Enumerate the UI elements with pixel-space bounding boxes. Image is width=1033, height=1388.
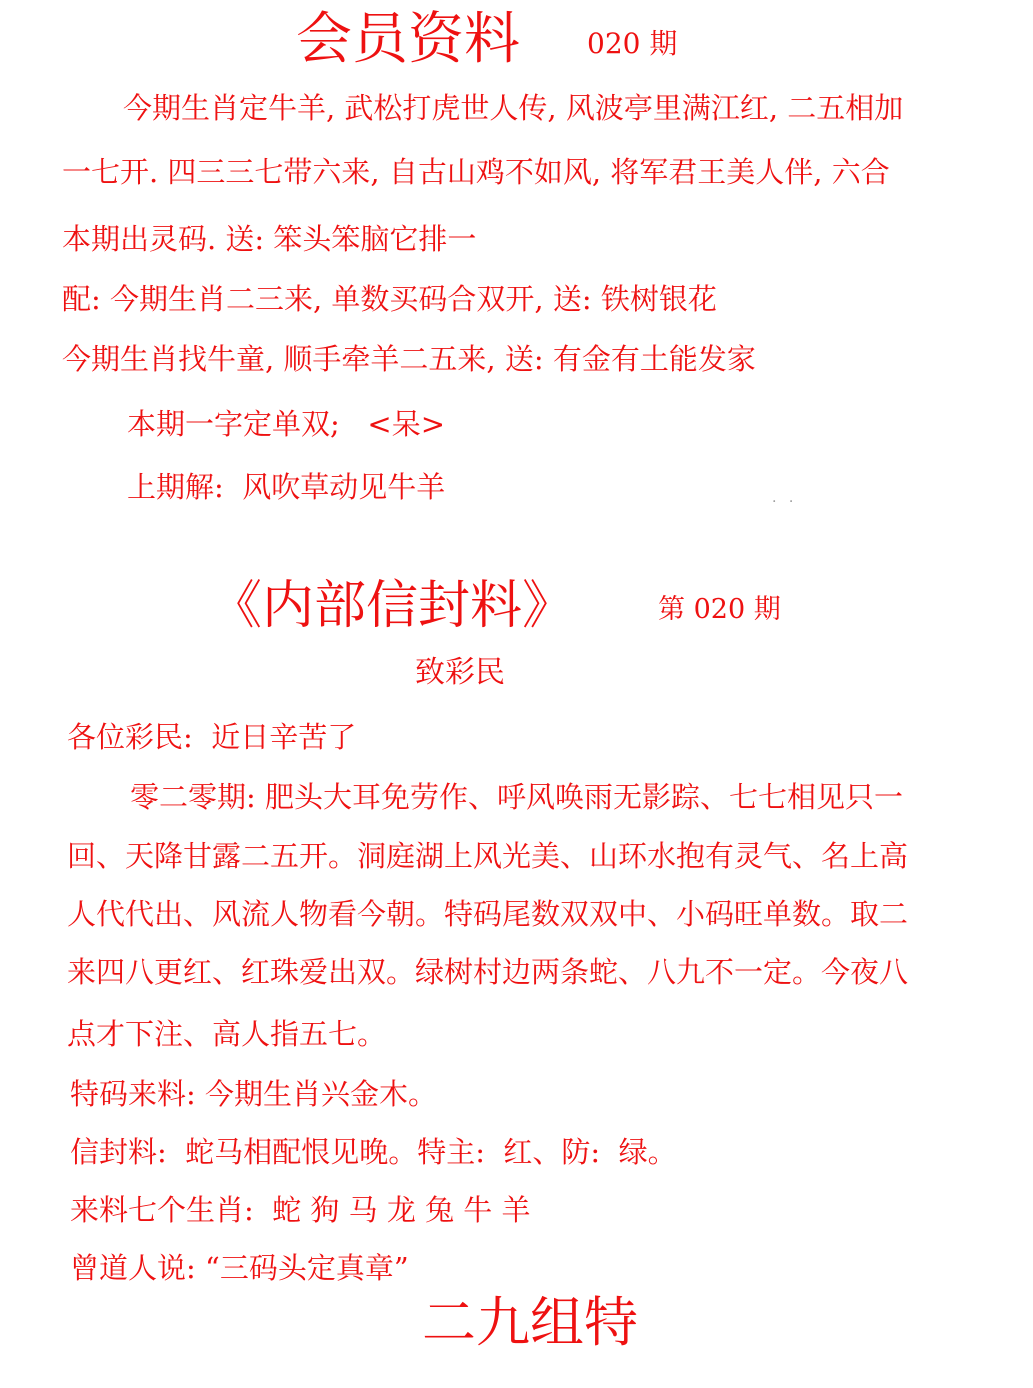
section2-body-2: 回、天降甘露二五开。洞庭湖上风光美、山环水抱有灵气、名上高	[67, 839, 909, 873]
section1-line-3: 本期出灵码. 送: 笨头笨脑它排一	[62, 222, 477, 256]
section2-item-4: 曾道人说: “三码头定真章”	[70, 1251, 409, 1285]
section2-greeting: 各位彩民: 近日辛苦了	[67, 720, 357, 754]
section1-line-4: 配: 今期生肖二三来, 单数买码合双开, 送: 铁树银花	[62, 282, 717, 316]
section2-title: 《内部信封料》	[210, 576, 575, 636]
section2-body-3: 人代代出、风流人物看今朝。特码尾数双双中、小码旺单数。取二	[67, 897, 909, 931]
section2-item-1: 特码来料: 今期生肖兴金木。	[70, 1077, 437, 1111]
section2-subtitle: 致彩民	[415, 655, 505, 690]
section1-title: 会员资料	[296, 7, 520, 72]
section1-line-7: 上期解: 风吹草动见牛羊	[127, 470, 446, 504]
section1-line-1: 今期生肖定牛羊, 武松打虎世人传, 风波亭里满江红, 二五相加	[123, 91, 904, 125]
section2-body-1: 零二零期: 肥头大耳免劳作、呼风唤雨无影踪、七七相见只一	[130, 780, 903, 814]
section1-line-6: 本期一字定单双; <呆>	[127, 407, 446, 441]
section2-issue: 第 020 期	[658, 594, 781, 625]
section2-item-3: 来料七个生肖: 蛇 狗 马 龙 兔 牛 羊	[70, 1193, 531, 1227]
section1-issue: 020 期	[587, 27, 678, 60]
section2-body-4: 来四八更红、红珠爱出双。绿树村边两条蛇、八九不一定。今夜八	[67, 955, 909, 989]
section1-line-5: 今期生肖找牛童, 顺手牵羊二五来, 送: 有金有土能发家	[62, 342, 756, 376]
section1-line-2: 一七开. 四三三七带六来, 自古山鸡不如风, 将军君王美人伴, 六合	[62, 155, 890, 189]
section2-body-5: 点才下注、高人指五七。	[67, 1017, 387, 1051]
footer-title: 二九组特	[422, 1291, 638, 1354]
section2-item-2: 信封料: 蛇马相配恨见晚。特主: 红、防: 绿。	[70, 1135, 677, 1169]
stray-dots: . .	[772, 490, 798, 506]
